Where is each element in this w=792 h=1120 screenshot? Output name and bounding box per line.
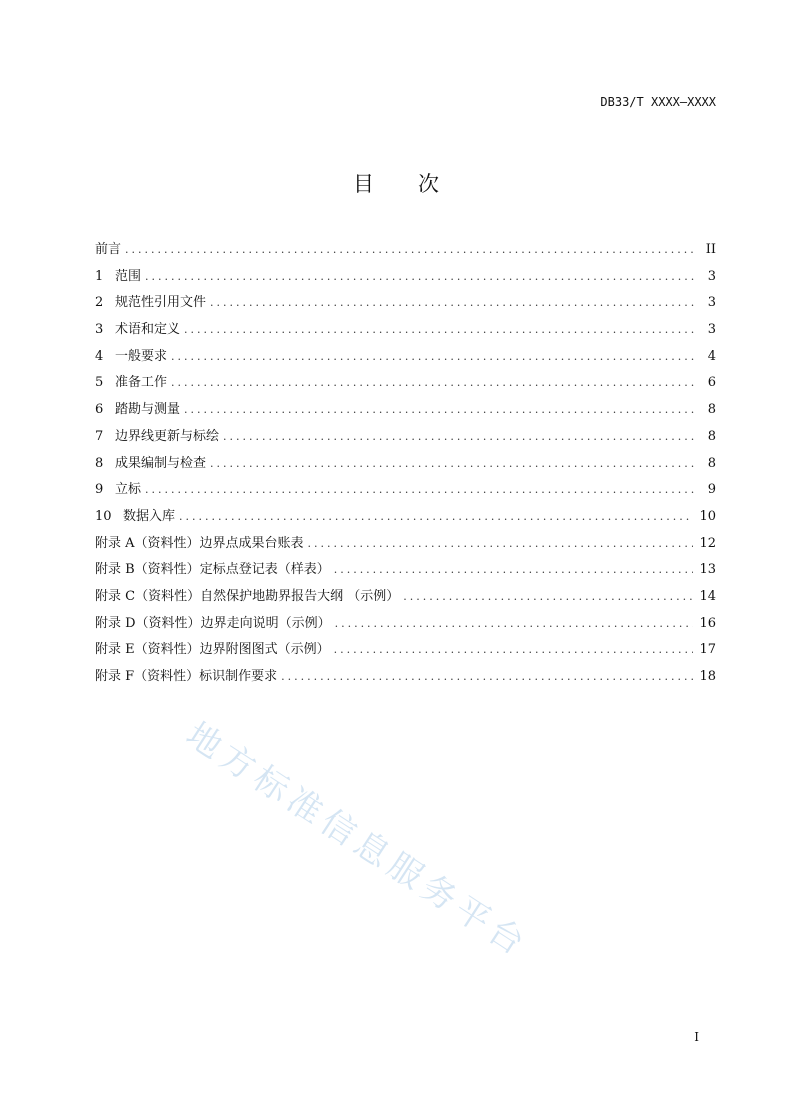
toc-entry-label: 前言: [95, 242, 122, 257]
toc-entry-number: 1: [95, 268, 104, 284]
toc-entry-number: 6: [95, 402, 104, 418]
document-code: DB33/T XXXX—XXXX: [600, 95, 716, 109]
toc-entry-label: 数据入库: [123, 508, 176, 524]
toc-entry-label: 规范性引用文件: [115, 295, 207, 311]
toc-leader-dots: [171, 344, 696, 371]
toc-entry-label: 边界走向说明（示例）: [200, 615, 331, 631]
toc-appendix-tag: 附录 E（资料性）: [95, 642, 200, 658]
toc-entry-label: 边界点成果台账表: [199, 535, 304, 551]
toc-entry-foreword[interactable]: [95, 237, 716, 264]
toc-entry-page: 9: [707, 482, 716, 498]
toc-entry-9[interactable]: [95, 477, 716, 504]
toc-leader-dots: [403, 584, 693, 611]
toc-entry-label: 一般要求: [115, 348, 168, 364]
toc-entry-page: 6: [707, 375, 716, 391]
toc-entry-page: 8: [707, 428, 716, 444]
toc-appendix-tag: 附录 D（资料性）: [95, 615, 201, 631]
toc-title: [0, 168, 792, 198]
toc-leader-dots: [179, 504, 693, 531]
toc-entry-page: 16: [699, 615, 716, 631]
toc-entry-label: 立标: [115, 482, 142, 498]
toc-entry-label: 范围: [115, 268, 142, 284]
toc-entry-label: 踏勘与测量: [115, 402, 181, 418]
toc-entry-3[interactable]: [95, 317, 716, 344]
toc-leader-dots: [334, 557, 694, 584]
toc-entry-1[interactable]: [95, 264, 716, 291]
toc-leader-dots: [125, 237, 696, 264]
toc-entry-number: 5: [95, 375, 104, 391]
toc-entry-page: 4: [707, 348, 716, 364]
toc-entry-label: 成果编制与检查: [115, 455, 207, 471]
toc-entry-10[interactable]: [95, 504, 716, 531]
toc-entry-page: 13: [699, 562, 716, 578]
toc-leader-dots: [171, 370, 696, 397]
toc-leader-dots: [223, 424, 696, 451]
table-of-contents: [95, 237, 716, 691]
toc-leader-dots: [308, 531, 694, 558]
toc-entry-5[interactable]: [95, 370, 716, 397]
toc-title-char-1: 目: [353, 172, 374, 196]
toc-entry-appendix-e[interactable]: [95, 637, 716, 664]
toc-entry-label: 定标点登记表（样表）: [199, 562, 330, 578]
toc-entry-number: 4: [95, 348, 104, 364]
toc-entry-number: 10: [95, 508, 112, 524]
toc-entry-page: 8: [707, 402, 716, 418]
toc-entry-label: 边界附图图式（示例）: [199, 642, 330, 658]
toc-entry-appendix-b[interactable]: [95, 557, 716, 584]
toc-leader-dots: [335, 611, 694, 638]
toc-entry-appendix-a[interactable]: [95, 531, 716, 558]
toc-entry-number: 8: [95, 455, 104, 471]
toc-entry-label: 准备工作: [115, 375, 168, 391]
toc-entry-page: 8: [707, 455, 716, 471]
toc-entry-page: 14: [699, 588, 716, 604]
toc-leader-dots: [145, 477, 696, 504]
toc-leader-dots: [145, 264, 696, 291]
toc-entry-number: 9: [95, 482, 104, 498]
toc-entry-label: 术语和定义: [115, 322, 181, 338]
toc-entry-page: 18: [699, 669, 716, 684]
toc-entry-page: 3: [707, 268, 716, 284]
toc-entry-4[interactable]: [95, 344, 716, 371]
toc-entry-appendix-d[interactable]: [95, 611, 716, 638]
toc-entry-number: 3: [95, 322, 104, 338]
toc-entry-number: 2: [95, 295, 104, 311]
toc-entry-7[interactable]: [95, 424, 716, 451]
toc-entry-2[interactable]: [95, 290, 716, 317]
toc-leader-dots: [210, 290, 696, 317]
toc-appendix-tag: 附录 A（资料性）: [95, 535, 200, 551]
toc-leader-dots: [184, 317, 696, 344]
toc-entry-6[interactable]: [95, 397, 716, 424]
toc-entry-number: 7: [95, 428, 104, 444]
toc-entry-page: 17: [699, 642, 716, 658]
toc-leader-dots: [184, 397, 696, 424]
page-number: I: [694, 1030, 699, 1044]
toc-entry-label: 标识制作要求: [199, 669, 278, 684]
toc-entry-page: 3: [707, 295, 716, 311]
toc-appendix-tag: 附录 B（资料性）: [95, 562, 200, 578]
toc-entry-appendix-c[interactable]: [95, 584, 716, 611]
toc-entry-page: 3: [707, 322, 716, 338]
toc-entry-page: 12: [699, 535, 716, 551]
toc-entry-page: II: [705, 242, 716, 257]
watermark: 地方标准信息服务平台: [178, 714, 537, 967]
toc-entry-label: 自然保护地勘界报告大纲 （示例）: [200, 588, 400, 604]
toc-leader-dots: [281, 664, 693, 691]
toc-appendix-tag: 附录 F（资料性）: [95, 669, 200, 684]
toc-appendix-tag: 附录 C（资料性）: [95, 588, 201, 604]
toc-leader-dots: [334, 637, 694, 664]
toc-entry-label: 边界线更新与标绘: [115, 428, 220, 444]
toc-title-char-2: 次: [418, 172, 439, 196]
toc-entry-page: 10: [699, 508, 716, 524]
toc-entry-appendix-f[interactable]: [95, 664, 716, 691]
toc-leader-dots: [210, 451, 696, 478]
toc-entry-8[interactable]: [95, 451, 716, 478]
